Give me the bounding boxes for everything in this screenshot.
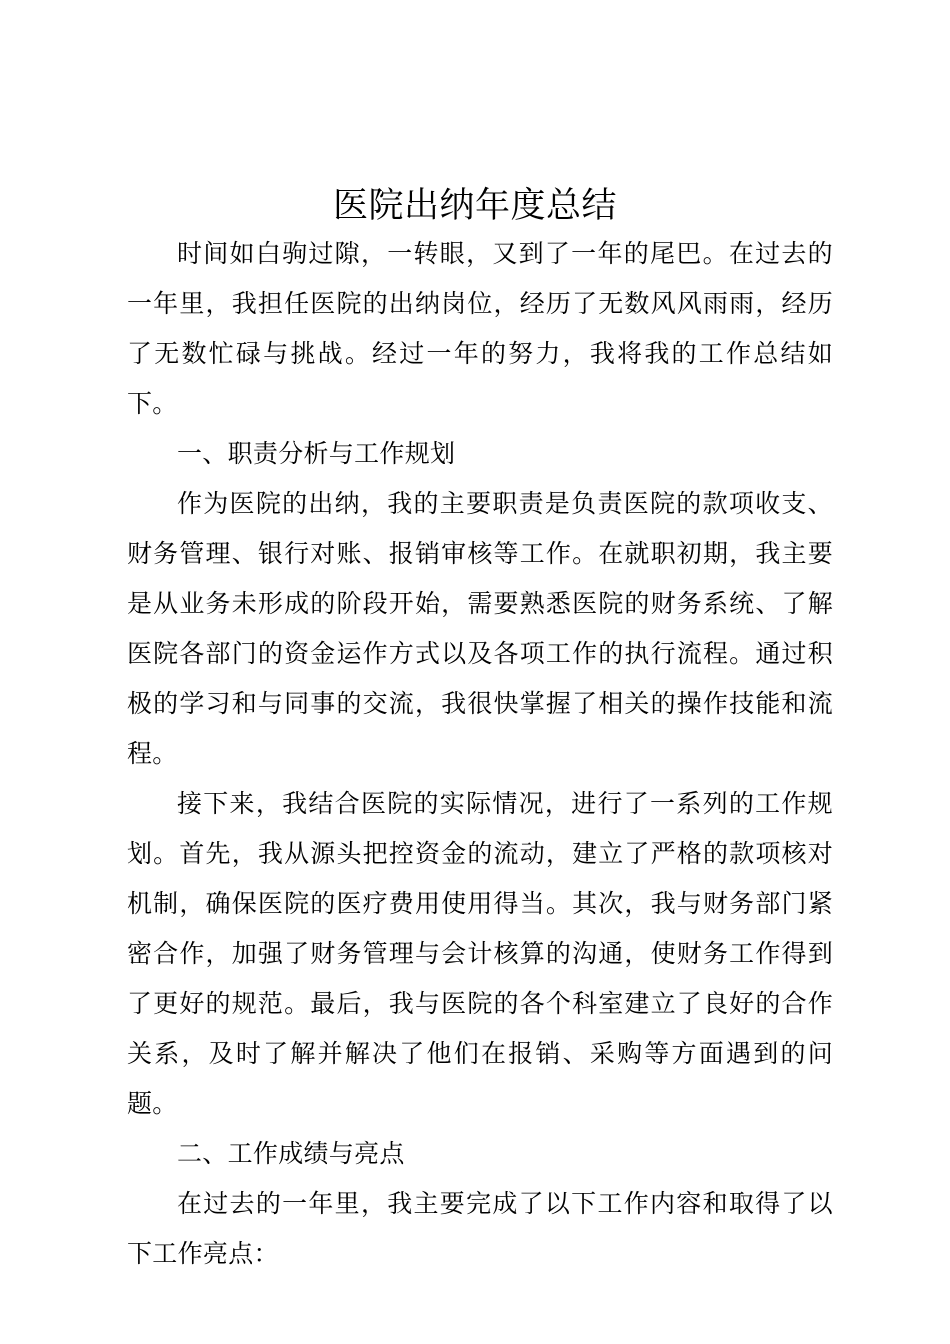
document-title: 医院出纳年度总结 <box>332 186 617 226</box>
section-heading-duties: 一、职责分析与工作规划 <box>177 439 456 468</box>
document-body <box>127 229 833 1279</box>
achievements-paragraph: 在过去的一年里，我主要完成了以下工作内容和取得了以下工作亮点： <box>127 1189 833 1268</box>
planning-paragraph: 接下来，我结合医院的实际情况，进行了一系列的工作规划。首先，我从源头把控资金的流动，建立了严格的款项核对机制，确保医院的医疗费用使用得当。其次，我与财务部门紧密合作，加强了财务管理与会计核算的沟通，使财务工作得到了更好的规范。最后，我与医院的各个科室建立了良好的合作关系，及时了解并解决了他们在报销、采购等方面遇到的问题。 <box>127 789 833 1118</box>
intro-paragraph: 时间如白驹过隙，一转眼，又到了一年的尾巴。在过去的一年里，我担任医院的出纳岗位，经历了无数风风雨雨，经历了无数忙碌与挑战。经过一年的努力，我将我的工作总结如下。 <box>127 239 833 418</box>
duties-paragraph: 作为医院的出纳，我的主要职责是负责医院的款项收支、财务管理、银行对账、报销审核等工作。在就职初期，我主要是从业务未形成的阶段开始，需要熟悉医院的财务系统、了解医院各部门的资金运作方式以及各项工作的执行流程。通过积极的学习和与同事的交流，我很快掌握了相关的操作技能和流程。 <box>127 489 833 768</box>
section-heading-achievements: 二、工作成绩与亮点 <box>177 1139 405 1168</box>
